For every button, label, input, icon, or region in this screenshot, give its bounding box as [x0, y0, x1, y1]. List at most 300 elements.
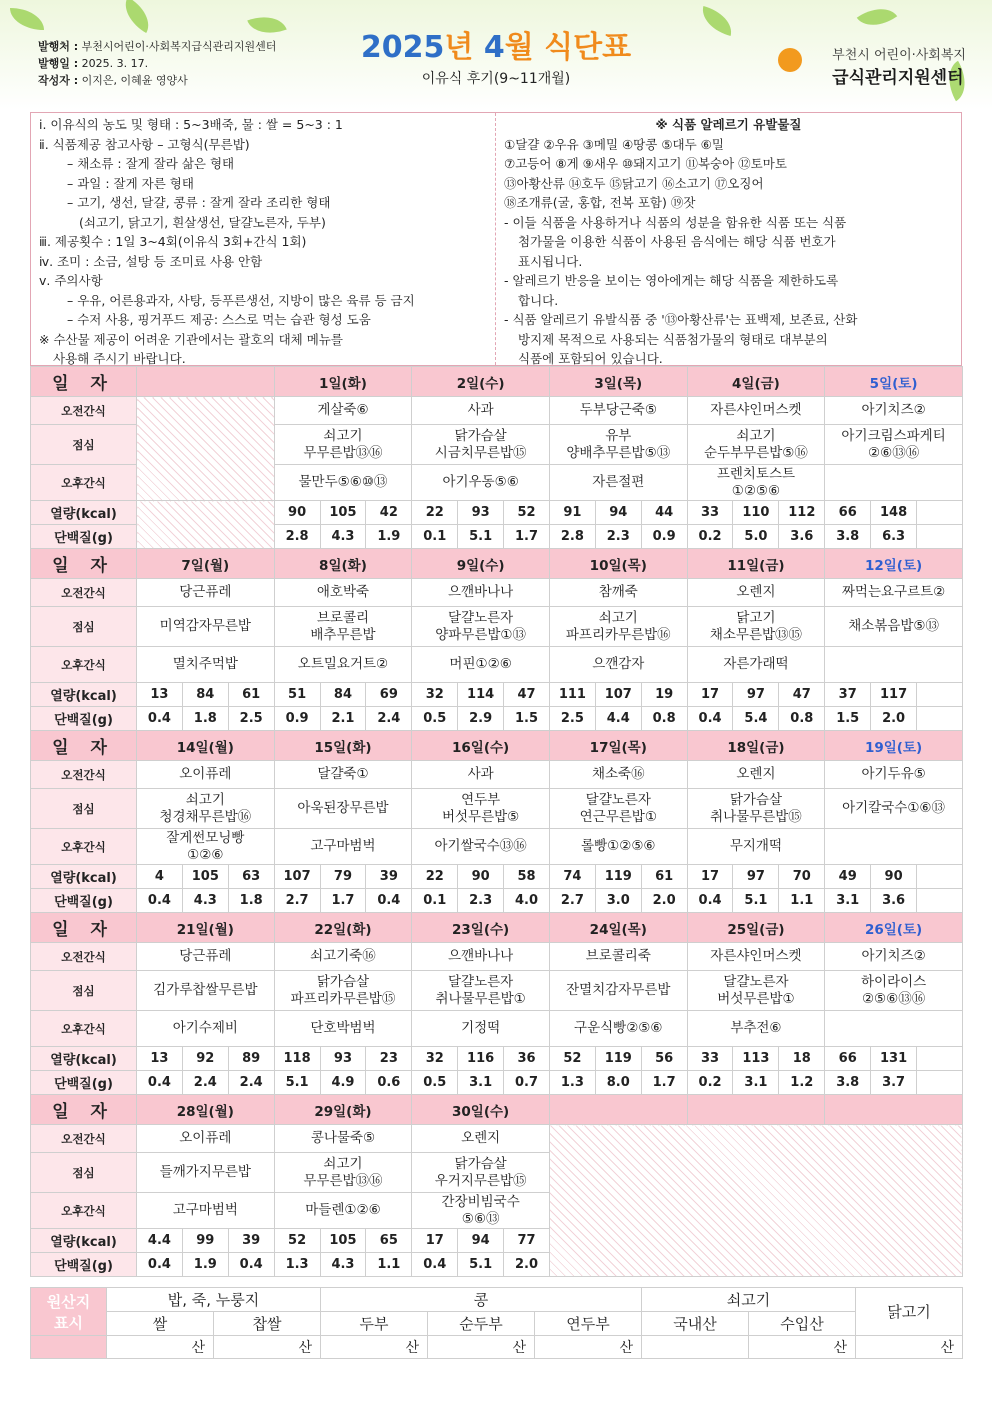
calorie-value: [917, 501, 963, 525]
calorie-value: 94: [595, 501, 641, 525]
guideline-line: ⅴ. 주의사항: [39, 273, 103, 288]
row-label-am-snack: 오전간식: [31, 579, 137, 607]
am-snack-menu: 아기두유⑤: [825, 761, 963, 789]
lunch-menu: 닭가슴살 시금치무른밥⑮: [412, 425, 550, 465]
protein-value: 0.4: [137, 1071, 183, 1095]
calorie-value: [917, 683, 963, 707]
allergy-line: ⑦고등어 ⑧게 ⑨새우 ⑩돼지고기 ⑪복숭아 ⑫토마토: [504, 156, 787, 171]
day-header: 23일(수): [412, 913, 550, 943]
calorie-value: 107: [274, 865, 320, 889]
protein-value: 0.2: [687, 525, 733, 549]
lunch-menu: 들깨가지무른밥: [137, 1153, 275, 1193]
protein-value: 0.4: [137, 1253, 183, 1277]
info-box: [30, 112, 962, 366]
lunch-menu: 김가루찹쌀무른밥: [137, 971, 275, 1011]
day-header-empty: [549, 1095, 687, 1125]
row-label-date: 일 자: [31, 1095, 137, 1125]
calorie-value: 111: [549, 683, 595, 707]
calorie-value: 89: [228, 1047, 274, 1071]
author: 이지은, 이혜윤 영양사: [81, 74, 188, 87]
protein-value: 1.7: [504, 525, 550, 549]
row-label-calorie: 열량(kcal): [31, 1047, 137, 1071]
pm-snack-menu: 롤빵①②⑤⑥: [549, 829, 687, 865]
am-snack-menu: 쇠고기죽⑯: [274, 943, 412, 971]
protein-value: 4.3: [320, 1253, 366, 1277]
calorie-value: 119: [595, 1047, 641, 1071]
protein-value: 2.9: [458, 707, 504, 731]
protein-value: 1.9: [182, 1253, 228, 1277]
protein-value: 0.5: [412, 707, 458, 731]
am-snack-menu: 으깬바나나: [412, 579, 550, 607]
origin-group: 밥, 죽, 누룽지: [107, 1288, 321, 1312]
allergy-line: 합니다.: [518, 292, 559, 308]
row-label-pm-snack: 오후간식: [31, 465, 137, 501]
protein-value: 0.1: [412, 889, 458, 913]
protein-value: 3.8: [825, 1071, 871, 1095]
calorie-value: 94: [458, 1229, 504, 1253]
feeding-guidelines: [31, 113, 496, 365]
lunch-menu: 쇠고기 순두부무른밥⑤⑯: [687, 425, 825, 465]
day-header: 9일(수): [412, 549, 550, 579]
protein-value: 0.1: [412, 525, 458, 549]
pm-snack-menu: 머핀①②⑥: [412, 647, 550, 683]
protein-value: 0.4: [687, 889, 733, 913]
day-header: 2일(수): [412, 367, 550, 397]
protein-value: 1.9: [366, 525, 412, 549]
calorie-value: 17: [687, 683, 733, 707]
day-header: 22일(화): [274, 913, 412, 943]
calorie-value: 61: [641, 865, 687, 889]
lunch-menu: 쇠고기 파프리카무른밥⑯: [549, 607, 687, 647]
origin-item: 수입산: [749, 1312, 856, 1336]
am-snack-menu: 오이퓨레: [137, 761, 275, 789]
protein-value: 1.7: [641, 1071, 687, 1095]
calorie-value: 61: [228, 683, 274, 707]
origin-item: 두부: [321, 1312, 428, 1336]
calorie-value: 63: [228, 865, 274, 889]
day-header: 30일(수): [412, 1095, 550, 1125]
calorie-value: 39: [228, 1229, 274, 1253]
row-label-calorie: 열량(kcal): [31, 1229, 137, 1253]
am-snack-menu: 오렌지: [687, 579, 825, 607]
guideline-line: – 채소류 : 잘게 잘라 삶은 형태: [67, 156, 235, 171]
guideline-line: ⅲ. 제공횟수 : 1일 3~4회(이유식 3회+간식 1회): [39, 234, 307, 249]
pm-snack-menu: 아기수제비: [137, 1011, 275, 1047]
pm-snack-menu: [825, 465, 963, 501]
lunch-menu: 달걀노른자 취나물무른밥①: [412, 971, 550, 1011]
calorie-value: 33: [687, 1047, 733, 1071]
calorie-value: 66: [825, 501, 871, 525]
protein-value: 0.7: [504, 1071, 550, 1095]
calorie-value: 13: [137, 1047, 183, 1071]
allergy-title: ※ 식품 알레르기 유발물질: [655, 117, 802, 132]
lunch-menu: 달걀노른자 연근무른밥①: [549, 789, 687, 829]
am-snack-menu: 사과: [412, 761, 550, 789]
protein-value: 2.7: [549, 889, 595, 913]
row-label-lunch: 점심: [31, 789, 137, 829]
origin-value: 산: [428, 1336, 535, 1359]
protein-value: 2.0: [504, 1253, 550, 1277]
pm-snack-menu: 고구마범벅: [137, 1193, 275, 1229]
pm-snack-menu: 프렌치토스트 ①②⑤⑥: [687, 465, 825, 501]
protein-value: 5.1: [458, 525, 504, 549]
origin-value: 산: [214, 1336, 321, 1359]
day-header: 5일(토): [825, 367, 963, 397]
row-label-calorie: 열량(kcal): [31, 865, 137, 889]
day-header: 29일(화): [274, 1095, 412, 1125]
page-subtitle: 이유식 후기(9~11개월): [421, 71, 571, 87]
calorie-value: [917, 865, 963, 889]
day-header: 25일(금): [687, 913, 825, 943]
am-snack-menu: 콩나물죽⑤: [274, 1125, 412, 1153]
protein-value: 6.3: [871, 525, 917, 549]
am-snack-menu: 오렌지: [412, 1125, 550, 1153]
protein-value: 3.8: [825, 525, 871, 549]
protein-value: 3.6: [779, 525, 825, 549]
lunch-menu: 미역감자무른밥: [137, 607, 275, 647]
calorie-value: 44: [641, 501, 687, 525]
lunch-menu: 쇠고기 청경채무른밥⑯: [137, 789, 275, 829]
protein-value: 5.0: [733, 525, 779, 549]
lunch-menu: 닭고기 채소무른밥⑬⑮: [687, 607, 825, 647]
protein-value: 2.8: [274, 525, 320, 549]
publisher-label: 발행처 :: [38, 40, 79, 53]
protein-value: 1.1: [779, 889, 825, 913]
protein-value: 0.9: [641, 525, 687, 549]
protein-value: 1.3: [549, 1071, 595, 1095]
calorie-value: 107: [595, 683, 641, 707]
row-label-date: 일 자: [31, 731, 137, 761]
origin-value: [642, 1336, 749, 1359]
protein-value: 1.3: [274, 1253, 320, 1277]
calorie-value: 18: [779, 1047, 825, 1071]
protein-value: 1.5: [825, 707, 871, 731]
guideline-line: ⅰ. 이유식의 농도 및 형태 : 5~3배죽, 물 : 쌀 = 5~3 : 1: [39, 117, 343, 132]
calorie-value: 84: [320, 683, 366, 707]
pm-snack-menu: 물만두⑤⑥⑩⑬: [274, 465, 412, 501]
pm-snack-menu: 자른가래떡: [687, 647, 825, 683]
protein-value: 0.6: [366, 1071, 412, 1095]
protein-value: 3.6: [871, 889, 917, 913]
protein-value: 2.4: [366, 707, 412, 731]
protein-value: 4.3: [182, 889, 228, 913]
calorie-value: 118: [274, 1047, 320, 1071]
protein-value: 3.7: [871, 1071, 917, 1095]
calorie-value: 52: [504, 501, 550, 525]
lunch-menu: 쇠고기 무무른밥⑬⑯: [274, 425, 412, 465]
am-snack-menu: 자른샤인머스켓: [687, 397, 825, 425]
lunch-menu: 채소볶음밥⑤⑬: [825, 607, 963, 647]
calorie-value: 92: [182, 1047, 228, 1071]
calorie-value: 105: [320, 1229, 366, 1253]
row-label-date: 일 자: [31, 913, 137, 943]
protein-value: 0.4: [137, 707, 183, 731]
day-header-empty: [825, 1095, 963, 1125]
calorie-value: 17: [412, 1229, 458, 1253]
row-label-protein: 단백질(g): [31, 707, 137, 731]
protein-value: 0.4: [228, 1253, 274, 1277]
am-snack-menu: 당근퓨레: [137, 579, 275, 607]
am-snack-menu: 으깬바나나: [412, 943, 550, 971]
row-label-am-snack: 오전간식: [31, 761, 137, 789]
allergy-line: ①달걀 ②우유 ③메밀 ④땅콩 ⑤대두 ⑥밀: [504, 136, 724, 152]
row-label-pm-snack: 오후간식: [31, 829, 137, 865]
pm-snack-menu: 멸치주먹밥: [137, 647, 275, 683]
day-header: 10일(목): [549, 549, 687, 579]
origin-table: [30, 1287, 963, 1359]
protein-value: 4.9: [320, 1071, 366, 1095]
pm-snack-menu: [825, 1011, 963, 1047]
day-header: 16일(수): [412, 731, 550, 761]
publisher: 부천시어린이·사회복지급식관리지원센터: [81, 40, 277, 53]
row-label-am-snack: 오전간식: [31, 1125, 137, 1153]
calorie-value: 97: [733, 683, 779, 707]
publish-date: 2025. 3. 17.: [81, 57, 149, 70]
calorie-value: 22: [412, 501, 458, 525]
protein-value: 0.8: [641, 707, 687, 731]
protein-value: 1.1: [366, 1253, 412, 1277]
organization-logo: [832, 44, 966, 88]
calorie-value: 119: [595, 865, 641, 889]
lunch-menu: 유부 양배추무른밥⑤⑬: [549, 425, 687, 465]
protein-value: [917, 889, 963, 913]
calorie-value: 51: [274, 683, 320, 707]
day-header: 17일(목): [549, 731, 687, 761]
guideline-line: 사용해 주시기 바랍니다.: [53, 351, 186, 366]
protein-value: 2.8: [549, 525, 595, 549]
calorie-value: 90: [871, 865, 917, 889]
allergy-line: - 식품 알레르기 유발식품 중 '⑬아황산류'는 표백제, 보존료, 산화: [504, 312, 858, 327]
calorie-value: 65: [366, 1229, 412, 1253]
lunch-menu: 닭가슴살 우거지무른밥⑮: [412, 1153, 550, 1193]
calorie-value: 148: [871, 501, 917, 525]
row-label-am-snack: 오전간식: [31, 943, 137, 971]
allergy-line: 방지제 목적으로 사용되는 식품첨가물의 형태로 대부분의: [518, 331, 828, 347]
am-snack-menu: 달걀죽①: [274, 761, 412, 789]
lunch-menu: 하이라이스 ②⑤⑥⑬⑯: [825, 971, 963, 1011]
calorie-value: 77: [504, 1229, 550, 1253]
protein-value: 2.5: [228, 707, 274, 731]
lunch-menu: 잔멸치감자무른밥: [549, 971, 687, 1011]
am-snack-menu: 두부당근죽⑤: [549, 397, 687, 425]
protein-value: [917, 525, 963, 549]
day-header: 7일(월): [137, 549, 275, 579]
row-label-lunch: 점심: [31, 971, 137, 1011]
protein-value: 4.3: [320, 525, 366, 549]
allergy-info: [496, 113, 961, 365]
author-label: 작성자 :: [38, 74, 79, 87]
protein-value: [917, 1071, 963, 1095]
protein-value: 0.5: [412, 1071, 458, 1095]
protein-value: 1.7: [320, 889, 366, 913]
guideline-line: – 고기, 생선, 달걀, 콩류 : 잘게 잘라 조리한 형태: [67, 195, 331, 210]
calorie-value: 4.4: [137, 1229, 183, 1253]
calorie-value: 42: [366, 501, 412, 525]
protein-value: 1.8: [182, 707, 228, 731]
pm-snack-menu: 부추전⑥: [687, 1011, 825, 1047]
origin-value: 산: [107, 1336, 214, 1359]
origin-label: 원산지 표시: [31, 1288, 107, 1336]
row-label-protein: 단백질(g): [31, 1253, 137, 1277]
origin-value: 산: [321, 1336, 428, 1359]
calorie-value: 56: [641, 1047, 687, 1071]
protein-value: 2.4: [228, 1071, 274, 1095]
calorie-value: 39: [366, 865, 412, 889]
protein-value: 2.4: [182, 1071, 228, 1095]
lunch-menu: 브로콜리 배추무른밥: [274, 607, 412, 647]
row-label-calorie: 열량(kcal): [31, 501, 137, 525]
empty-hatch: [137, 397, 275, 501]
calorie-value: 79: [320, 865, 366, 889]
protein-value: 2.0: [871, 707, 917, 731]
row-label-date: 일 자: [31, 549, 137, 579]
protein-value: 0.4: [687, 707, 733, 731]
am-snack-menu: 오이퓨레: [137, 1125, 275, 1153]
calorie-value: 91: [549, 501, 595, 525]
calorie-value: 23: [366, 1047, 412, 1071]
am-snack-menu: 아기치즈②: [825, 943, 963, 971]
origin-item: 찹쌀: [214, 1312, 321, 1336]
allergy-line: ⑱조개류(굴, 홍합, 전복 포함) ⑲잣: [504, 195, 696, 210]
lunch-menu: 달걀노른자 버섯무른밥①: [687, 971, 825, 1011]
lunch-menu: 달걀노른자 양파무른밥①⑬: [412, 607, 550, 647]
allergy-line: 표시됩니다.: [518, 253, 583, 269]
row-label-pm-snack: 오후간식: [31, 647, 137, 683]
am-snack-menu: 당근퓨레: [137, 943, 275, 971]
calorie-value: 131: [871, 1047, 917, 1071]
lunch-menu: 닭가슴살 취나물무른밥⑮: [687, 789, 825, 829]
protein-value: 3.0: [595, 889, 641, 913]
row-label-protein: 단백질(g): [31, 889, 137, 913]
am-snack-menu: 참깨죽: [549, 579, 687, 607]
guideline-line: ※ 수산물 제공이 어려운 기관에서는 괄호의 대체 메뉴를: [39, 331, 343, 347]
origin-value: 산: [856, 1336, 963, 1359]
calorie-value: 99: [182, 1229, 228, 1253]
protein-value: 4.0: [504, 889, 550, 913]
day-header: 18일(금): [687, 731, 825, 761]
title-year-unit: 년: [444, 30, 484, 65]
day-header: 26일(토): [825, 913, 963, 943]
day-header: 11일(금): [687, 549, 825, 579]
calorie-value: 52: [274, 1229, 320, 1253]
guideline-line: (쇠고기, 닭고기, 흰살생선, 달걀노른자, 두부): [79, 214, 326, 230]
calorie-value: 33: [687, 501, 733, 525]
pm-snack-menu: 오트밀요거트②: [274, 647, 412, 683]
protein-value: 1.8: [228, 889, 274, 913]
calorie-value: 90: [274, 501, 320, 525]
am-snack-menu: 채소죽⑯: [549, 761, 687, 789]
origin-item: 순두부: [428, 1312, 535, 1336]
guideline-line: – 과일 : 잘게 자른 형태: [67, 175, 194, 191]
lunch-menu: 닭가슴살 파프리카무른밥⑮: [274, 971, 412, 1011]
lunch-menu: 아기크림스파게티 ②⑥⑬⑯: [825, 425, 963, 465]
protein-value: 3.1: [825, 889, 871, 913]
calorie-value: 4: [137, 865, 183, 889]
calorie-value: 116: [458, 1047, 504, 1071]
title-year: 2025: [360, 30, 445, 65]
calorie-value: 32: [412, 683, 458, 707]
guideline-line: ⅱ. 식품제공 참고사항 – 고형식(무른밥): [39, 136, 250, 152]
row-label-am-snack: 오전간식: [31, 397, 137, 425]
calorie-value: 90: [458, 865, 504, 889]
org-line1: 부천시 어린이·사회복지: [832, 48, 966, 63]
guideline-line: – 우유, 어른용과자, 사탕, 등푸른생선, 지방이 많은 육류 등 금지: [67, 292, 415, 308]
calorie-value: 66: [825, 1047, 871, 1071]
pm-snack-menu: [825, 647, 963, 683]
row-label-calorie: 열량(kcal): [31, 683, 137, 707]
pm-snack-menu: 마들렌①②⑥: [274, 1193, 412, 1229]
lunch-menu: 쇠고기 무무른밥⑬⑯: [274, 1153, 412, 1193]
origin-group: 닭고기: [856, 1288, 963, 1336]
protein-value: 0.4: [412, 1253, 458, 1277]
date-label: 발행일 :: [38, 57, 79, 70]
calorie-value: 93: [458, 501, 504, 525]
protein-value: 5.1: [458, 1253, 504, 1277]
protein-value: 2.1: [320, 707, 366, 731]
pm-snack-menu: 무지개떡: [687, 829, 825, 865]
calorie-value: 97: [733, 865, 779, 889]
protein-value: 3.1: [458, 1071, 504, 1095]
calorie-value: 105: [182, 865, 228, 889]
calorie-value: 84: [182, 683, 228, 707]
pm-snack-menu: 기정떡: [412, 1011, 550, 1047]
protein-value: 0.8: [779, 707, 825, 731]
calorie-value: 113: [733, 1047, 779, 1071]
am-snack-menu: 애호박죽: [274, 579, 412, 607]
calorie-value: 70: [779, 865, 825, 889]
day-header: 8일(화): [274, 549, 412, 579]
protein-value: 0.4: [137, 889, 183, 913]
am-snack-menu: 짜먹는요구르트②: [825, 579, 963, 607]
protein-value: 1.2: [779, 1071, 825, 1095]
empty-hatch: [137, 501, 275, 549]
calorie-value: 49: [825, 865, 871, 889]
calorie-value: 32: [412, 1047, 458, 1071]
protein-value: 2.0: [641, 889, 687, 913]
protein-value: 2.5: [549, 707, 595, 731]
am-snack-menu: 오렌지: [687, 761, 825, 789]
org-line2: 급식관리지원센터: [832, 68, 964, 88]
pm-snack-menu: [825, 829, 963, 865]
lunch-menu: 아기칼국수①⑥⑬: [825, 789, 963, 829]
day-header: 19일(토): [825, 731, 963, 761]
origin-label-filler: [31, 1336, 107, 1359]
origin-group: 콩: [321, 1288, 642, 1312]
pm-snack-menu: 고구마범벅: [274, 829, 412, 865]
protein-value: 0.4: [366, 889, 412, 913]
day-header: 4일(금): [687, 367, 825, 397]
day-header-empty: [687, 1095, 825, 1125]
am-snack-menu: 아기치즈②: [825, 397, 963, 425]
calorie-value: 110: [733, 501, 779, 525]
protein-value: 2.3: [458, 889, 504, 913]
day-header-empty: [137, 367, 275, 397]
calorie-value: 17: [687, 865, 733, 889]
calorie-value: 22: [412, 865, 458, 889]
calorie-value: 47: [779, 683, 825, 707]
pm-snack-menu: 잘게썬모닝빵 ①②⑥: [137, 829, 275, 865]
protein-value: 2.3: [595, 525, 641, 549]
allergy-line: 식품에 포함되어 있습니다.: [518, 351, 663, 366]
pm-snack-menu: 단호박범벅: [274, 1011, 412, 1047]
row-label-lunch: 점심: [31, 1153, 137, 1193]
origin-value: 산: [535, 1336, 642, 1359]
day-header: 15일(화): [274, 731, 412, 761]
calorie-value: 105: [320, 501, 366, 525]
origin-item: 국내산: [642, 1312, 749, 1336]
row-label-protein: 단백질(g): [31, 525, 137, 549]
protein-value: 1.5: [504, 707, 550, 731]
